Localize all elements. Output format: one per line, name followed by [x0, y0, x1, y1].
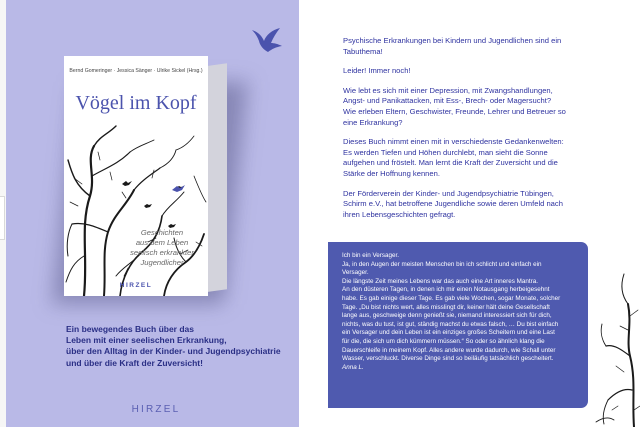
- book-subtitle-line: Jugendlicher: [140, 258, 184, 267]
- intro-line: Stärke der Hoffnung kennen.: [343, 168, 440, 178]
- intro-paragraph-5: [343, 189, 605, 221]
- intro-line: Es werden Tiefen und Höhen durchlebt, man sieht die Sonne: [343, 147, 548, 157]
- book-cover: [64, 56, 208, 296]
- bird-icon: [250, 26, 284, 54]
- quote-line: Versager.: [342, 269, 369, 277]
- quote-line: lange aus, geschweige denn genießt sie, niemand interessiert sich für dich,: [342, 312, 552, 320]
- tree-branches-decoration: [594, 260, 640, 427]
- intro-line: eine Erkrankung?: [343, 117, 403, 127]
- book-subtitle-line: aus dem Leben: [135, 238, 189, 247]
- promo-line: über den Alltag in der Kinder- und Jugendpsychiatrie: [66, 346, 281, 357]
- intro-paragraph-2: [343, 66, 605, 77]
- intro-line: Wie erleben Eltern, Geschwister, Freunde, Lehrer und Betreuer so: [343, 106, 566, 116]
- quote-line: habe. Es gab einige dieser Tage. Es gab viele Wochen, sogar Monate, solcher: [342, 294, 561, 302]
- quote-line: Dauerschleife in meinem Kopf. Alles andere wurde dadurch, wie Schall unter: [342, 346, 556, 354]
- left-page-tab: [0, 196, 5, 240]
- intro-line: Tabuthema!: [343, 46, 383, 56]
- quote-line: Wasser, verschluckt. Diverse Dinge sind so beiläufig tatsächlich gescheitert.: [342, 355, 554, 363]
- intro-line: Schirm e.V., hat betroffene Jugendliche sowie deren Umfeld nach: [343, 199, 563, 209]
- book-publisher: HIRZEL: [119, 282, 153, 289]
- quote-line: für die, die sich um dich kümmern müssen.“ So oder so ähnlich klang die: [342, 337, 545, 345]
- quote-signature: Anna L.: [342, 363, 364, 371]
- intro-paragraph-1: [343, 36, 605, 57]
- quote-line: nichts, was du tust, ist gut, ständig machst du etwas falsch, … Du bist einfach: [342, 320, 559, 328]
- promo-line: und über die Kraft der Zuversicht!: [66, 357, 203, 368]
- promo-text: [66, 324, 294, 369]
- book-subtitle-line: Geschichten: [140, 228, 184, 237]
- quote-box: [328, 242, 588, 408]
- intro-text: [343, 36, 605, 229]
- intro-line: Der Förderverein der Kinder- und Jugendpsychiatrie Tübingen,: [343, 188, 554, 198]
- intro-line: Leider! Immer noch!: [343, 66, 411, 76]
- promo-line: Ein bewegendes Buch über das: [66, 324, 195, 334]
- intro-line: Angst- und Panikattacken, mit Ess-, Brech- oder Magersucht?: [343, 96, 552, 106]
- quote-line: Ja, in den Augen der meisten Menschen bin ich schlicht und einfach ein: [342, 260, 542, 268]
- publisher-logo: HIRZEL: [131, 404, 181, 415]
- quote-line: Tage. „Du bist nichts wert, alles misslingt dir, keiner hält deine Gesellschaft: [342, 303, 550, 311]
- intro-line: Psychische Erkrankungen bei Kindern und Jugendlichen sind ein: [343, 36, 562, 45]
- quote-line: An den düsteren Tagen, in denen ich mir einen Notausgang herbeigesehnt: [342, 286, 550, 294]
- book-spine: [207, 63, 227, 292]
- book-title: Vögel im Kopf: [75, 92, 197, 114]
- book-subtitle-line: seelisch erkrankter: [130, 248, 194, 257]
- book-subtitle: [124, 228, 200, 268]
- intro-paragraph-4: [343, 137, 605, 179]
- intro-line: Wie lebt es sich mit einer Depression, mit Zwangshandlungen,: [343, 85, 553, 95]
- quote-line: Ich bin ein Versager.: [342, 252, 400, 259]
- quote-line: ein Versager und dein Leben ist ein einziges großes Scheitern und eine Last: [342, 329, 555, 337]
- promo-line: Leben mit einer seelischen Erkrankung,: [66, 335, 227, 346]
- intro-paragraph-3: [343, 86, 605, 128]
- intro-line: Dieses Buch nimmt einen mit in verschiedenste Gedankenwelten:: [343, 137, 564, 147]
- book-authors: Bernd Gomeringer · Jessica Sänger · Ulrike Sickel (Hrsg.): [69, 68, 203, 74]
- intro-line: ihren Lebensgeschichten gefragt.: [343, 209, 456, 219]
- intro-line: aufgehen und fröstelt. Man lernt die Kraft der Zuversicht und die: [343, 158, 558, 168]
- quote-line: Die längste Zeit meines Lebens war das auch eine Art inneres Mantra.: [342, 277, 539, 285]
